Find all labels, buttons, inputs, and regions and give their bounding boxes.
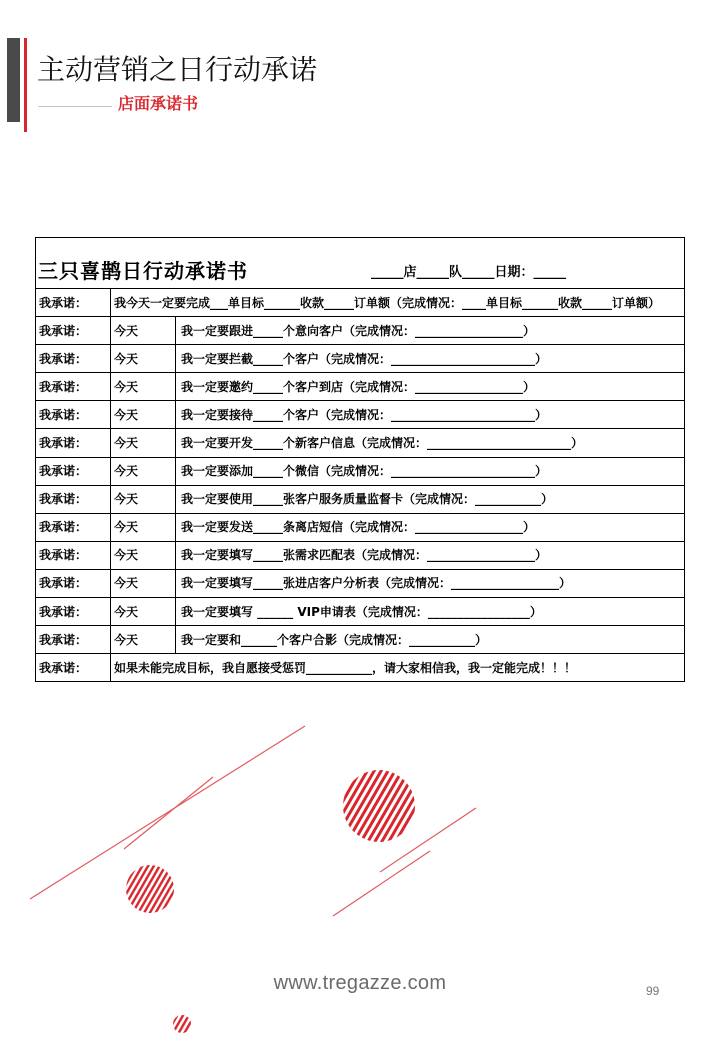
commitment-row [36, 457, 685, 485]
commitment-text: 我一定要邀约_____个客户到店（完成情况：__________________） [176, 373, 685, 401]
commitment-text: 我一定要填写_____张进店客户分析表（完成情况：__________________） [176, 569, 685, 597]
commitment-text: 我一定要填写 ______ VIP申请表（完成情况：_________________） [176, 598, 685, 626]
commitment-text: 我一定要发送_____条离店短信（完成情况：__________________） [176, 513, 685, 541]
decor-striped-circle-small [173, 1015, 191, 1033]
commitment-day: 今天 [111, 429, 176, 457]
goal-text: 我今天一定要完成___单目标______收款_____订单额（完成情况：____单目标______收款_____订单额） [111, 289, 685, 317]
commitment-label: 我承诺： [36, 654, 111, 682]
final-pledge-text: 如果未能完成目标，我自愿接受惩罚___________，请大家相信我，我一定能完成！！！ [111, 654, 685, 682]
commitment-label: 我承诺： [36, 569, 111, 597]
decor-striped-circle-medium [126, 865, 174, 913]
commitment-label: 我承诺： [36, 598, 111, 626]
commitment-day: 今天 [111, 401, 176, 429]
commitment-text: 我一定要开发_____个新客户信息（完成情况：________________________） [176, 429, 685, 457]
commitment-day: 今天 [111, 373, 176, 401]
commitment-label: 我承诺： [36, 541, 111, 569]
website-footer: www.tregazze.com [273, 972, 447, 994]
commitment-label: 我承诺： [36, 626, 111, 654]
page-number: 99 [646, 984, 660, 998]
commitment-day: 今天 [111, 626, 176, 654]
commitment-label: 我承诺： [36, 429, 111, 457]
decor-diagonal-line [30, 726, 305, 899]
decor-diagonal-line [333, 851, 430, 916]
commitment-day: 今天 [111, 598, 176, 626]
commitment-day: 今天 [111, 513, 176, 541]
goal-row [36, 289, 685, 317]
commitment-label: 我承诺： [36, 317, 111, 345]
sheet-title: 三只喜鹊日行动承诺书 [38, 259, 248, 283]
commitment-label: 我承诺： [36, 289, 111, 317]
table-header-row [36, 238, 685, 289]
commitment-row [36, 345, 685, 373]
commitment-label: 我承诺： [36, 457, 111, 485]
title-accent-bar [7, 38, 20, 122]
commitment-text: 我一定要接待_____个客户（完成情况：________________________） [176, 401, 685, 429]
commitment-row [36, 598, 685, 626]
commitment-row [36, 429, 685, 457]
decor-diagonal-line [124, 777, 213, 849]
commitment-text: 我一定要跟进_____个意向客户（完成情况：__________________） [176, 317, 685, 345]
title-accent-line [24, 38, 27, 132]
commitment-label: 我承诺： [36, 345, 111, 373]
commitment-text: 我一定要拦截_____个客户（完成情况：________________________） [176, 345, 685, 373]
commitment-day: 今天 [111, 345, 176, 373]
decor-striped-circle-large [343, 770, 415, 842]
commitment-day: 今天 [111, 541, 176, 569]
commitment-label: 我承诺： [36, 401, 111, 429]
commitment-label: 我承诺： [36, 373, 111, 401]
commitment-label: 我承诺： [36, 485, 111, 513]
commitment-label: 我承诺： [36, 513, 111, 541]
commitment-row [36, 401, 685, 429]
commitment-text: 我一定要填写_____张需求匹配表（完成情况：__________________） [176, 541, 685, 569]
subtitle-rule [38, 106, 112, 107]
commitment-table [35, 237, 685, 682]
commitment-text: 我一定要添加_____个微信（完成情况：________________________） [176, 457, 685, 485]
commitment-row [36, 317, 685, 345]
commitment-row [36, 373, 685, 401]
commitment-text: 我一定要使用_____张客户服务质量监督卡（完成情况：___________） [176, 485, 685, 513]
commitment-row [36, 513, 685, 541]
commitment-day: 今天 [111, 569, 176, 597]
decor-diagonal-line [380, 808, 476, 872]
commitment-row [36, 541, 685, 569]
final-pledge-row [36, 654, 685, 682]
commitment-text: 我一定要和______个客户合影（完成情况：___________） [176, 626, 685, 654]
page-title: 主动营销之日行动承诺 [37, 53, 318, 86]
commitment-day: 今天 [111, 317, 176, 345]
store-team-date-line: _____店_____队_____日期：_____ [371, 265, 567, 280]
page-subtitle: 店面承诺书 [118, 94, 199, 113]
commitment-row [36, 626, 685, 654]
commitment-row [36, 569, 685, 597]
commitment-row [36, 485, 685, 513]
table-header-cell [36, 238, 685, 289]
commitment-day: 今天 [111, 457, 176, 485]
commitment-day: 今天 [111, 485, 176, 513]
